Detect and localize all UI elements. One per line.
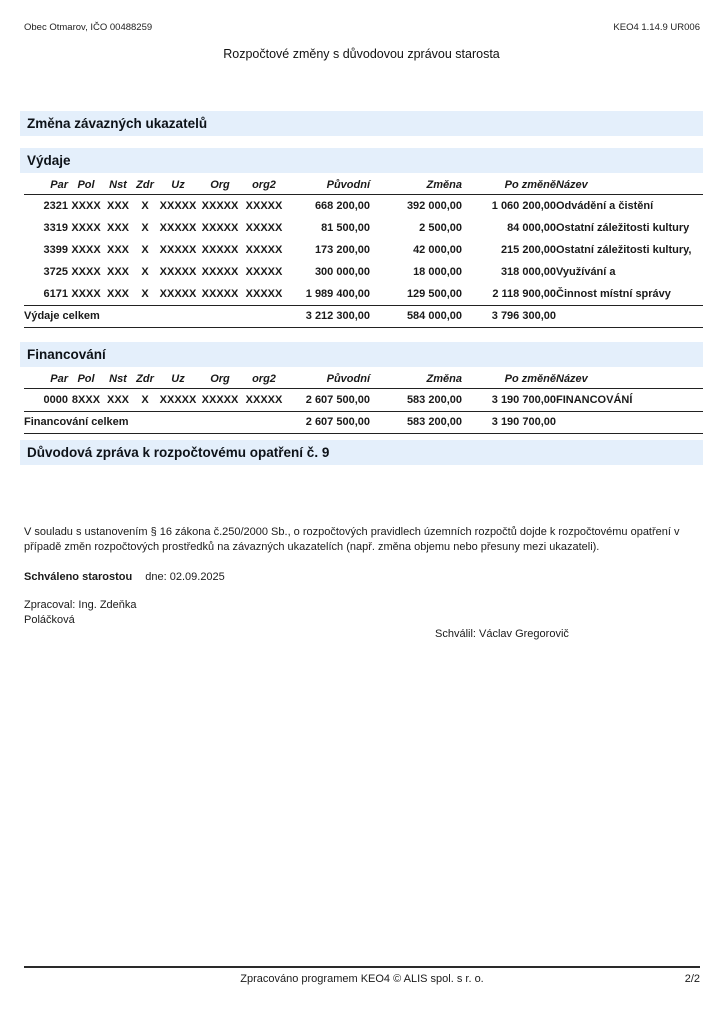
- vydaje-table-header: [24, 176, 703, 195]
- financovani-table-body: [24, 389, 703, 412]
- cell-po_zmene: 215 200,00: [500, 244, 556, 256]
- cell-nazev: Odvádění a čistění: [556, 200, 654, 212]
- cell-puvodni: 668 200,00: [314, 200, 370, 212]
- prepared-by-line2: Poláčková: [24, 614, 75, 626]
- column-header-nst: Nst: [104, 176, 132, 195]
- cell-puvodni: 81 500,00: [321, 222, 370, 234]
- column-header-po-zmene: Po změně: [462, 370, 556, 389]
- cell-org2: XXXXX: [245, 266, 283, 278]
- cell-uz: XXXXX: [159, 222, 197, 234]
- cell-uz: XXXXX: [159, 200, 197, 212]
- prepared-by-line1: Zpracoval: Ing. Zdeňka: [24, 599, 137, 611]
- table-header-row: [24, 176, 703, 195]
- section-header-vydaje: Výdaje: [20, 148, 703, 173]
- column-header-uz: Uz: [158, 370, 198, 389]
- approved-date: dne: 02.09.2025: [145, 571, 225, 583]
- cell-par: 3725: [43, 266, 68, 278]
- cell-pol: XXXX: [71, 222, 101, 234]
- cell-zmena: 392 000,00: [406, 200, 462, 212]
- header-org-id: Obec Otmarov, IČO 00488259: [24, 22, 153, 33]
- approval-line: [24, 571, 699, 583]
- vydaje-table-footer: [24, 306, 703, 328]
- cell-nazev: Činnost místní správy: [556, 283, 703, 306]
- approved-by-label: Schváleno starostou: [24, 571, 133, 583]
- total-zmena: 583 200,00: [370, 412, 462, 434]
- column-header-zmena: Změna: [370, 370, 462, 389]
- cell-zmena: 2 500,00: [419, 222, 462, 234]
- total-nazev-empty: [556, 412, 703, 434]
- cell-pol: XXXX: [68, 283, 104, 306]
- cell-zmena: 42 000,00: [413, 244, 462, 256]
- document-footer: [24, 966, 700, 985]
- vydaje-total-row: [24, 306, 703, 328]
- cell-org: XXXXX: [198, 283, 242, 306]
- cell-puvodni: 173 200,00: [314, 244, 370, 256]
- approver-line: Schválil: Václav Gregorovič: [435, 628, 569, 640]
- total-po-zmene: 3 190 700,00: [462, 412, 556, 434]
- cell-nst: XXX: [104, 283, 132, 306]
- prepared-by-block: [24, 598, 699, 628]
- column-header-org2: org2: [242, 370, 286, 389]
- cell-zmena: 129 500,00: [370, 283, 462, 306]
- footer-page-number: 2/2: [684, 973, 700, 985]
- cell-po_zmene: 3 190 700,00: [462, 389, 556, 412]
- table-row: [24, 389, 703, 412]
- table-row: [24, 217, 703, 239]
- explanatory-paragraph: V souladu s ustanovením § 16 zákona č.250/2000 Sb., o rozpočtových pravidlech územních rozpočtů dojde k rozpočtovému opatření v případě změn rozpočtových prostředků na závazných ukazatelích (např. změna objemu nebo přesuny mezi ukazateli).: [24, 526, 680, 553]
- cell-zdr: X: [141, 266, 149, 278]
- cell-nst: XXX: [106, 244, 129, 256]
- column-header-zdr: Zdr: [132, 370, 158, 389]
- total-nazev-empty: [556, 306, 703, 328]
- cell-nst: XXX: [106, 200, 129, 212]
- cell-uz: XXXXX: [158, 283, 198, 306]
- footer-program-credit: Zpracováno programem KEO4 © ALIS spol. s r. o.: [240, 973, 484, 985]
- table-row: [24, 283, 703, 306]
- table-row: [24, 195, 703, 218]
- cell-org: XXXXX: [201, 222, 239, 234]
- cell-org2: XXXXX: [245, 244, 283, 256]
- cell-nazev: Ostatní záležitosti kultury: [556, 222, 690, 234]
- financovani-table-footer: [24, 412, 703, 434]
- column-header-zmena: Změna: [370, 176, 462, 195]
- table-row: [24, 239, 703, 261]
- cell-zdr: X: [132, 389, 158, 412]
- document-header: [0, 0, 723, 33]
- cell-par: 6171: [24, 283, 68, 306]
- cell-po_zmene: 1 060 200,00: [491, 200, 556, 212]
- cell-nazev: Ostatní záležitosti kultury,: [556, 244, 692, 256]
- cell-org: XXXXX: [201, 266, 239, 278]
- column-header-uz: Uz: [158, 176, 198, 195]
- column-header-po-zmene: Po změně: [462, 176, 556, 195]
- cell-org: XXXXX: [201, 200, 239, 212]
- cell-po_zmene: 84 000,00: [507, 222, 556, 234]
- total-puvodni: 2 607 500,00: [286, 412, 370, 434]
- cell-puvodni: 300 000,00: [314, 266, 370, 278]
- cell-uz: XXXXX: [158, 389, 198, 412]
- cell-nst: XXX: [104, 389, 132, 412]
- table-header-row: [24, 370, 703, 389]
- cell-pol: XXXX: [71, 266, 101, 278]
- header-app-version: KEO4 1.14.9 UR006: [613, 22, 700, 33]
- cell-po_zmene: 318 000,00: [500, 266, 556, 278]
- column-header-par: Par: [24, 370, 68, 389]
- cell-org2: XXXXX: [245, 200, 283, 212]
- cell-org2: XXXXX: [242, 389, 286, 412]
- financovani-table-header: [24, 370, 703, 389]
- cell-par: 0000: [24, 389, 68, 412]
- total-zmena: 584 000,00: [370, 306, 462, 328]
- cell-zdr: X: [132, 283, 158, 306]
- total-po-zmene: 3 796 300,00: [462, 306, 556, 328]
- cell-par: 3319: [43, 222, 68, 234]
- vydaje-table: [24, 176, 703, 328]
- column-header-nst: Nst: [104, 370, 132, 389]
- cell-par: 3399: [43, 244, 68, 256]
- total-puvodni: 3 212 300,00: [286, 306, 370, 328]
- cell-uz: XXXXX: [159, 244, 197, 256]
- cell-nst: XXX: [106, 222, 129, 234]
- column-header-puvodni: Původní: [286, 370, 370, 389]
- cell-pol: 8XXX: [68, 389, 104, 412]
- column-header-puvodni: Původní: [286, 176, 370, 195]
- cell-puvodni: 1 989 400,00: [286, 283, 370, 306]
- cell-uz: XXXXX: [159, 266, 197, 278]
- cell-po_zmene: 2 118 900,00: [462, 283, 556, 306]
- column-header-org2: org2: [242, 176, 286, 195]
- column-header-pol: Pol: [68, 176, 104, 195]
- document-title: Rozpočtové změny s důvodovou zprávou starosta: [223, 47, 500, 61]
- cell-zmena: 18 000,00: [413, 266, 462, 278]
- total-label: Financování celkem: [24, 412, 286, 434]
- vydaje-table-body: [24, 195, 703, 306]
- column-header-par: Par: [24, 176, 68, 195]
- cell-nst: XXX: [106, 266, 129, 278]
- financovani-total-row: [24, 412, 703, 434]
- cell-org: XXXXX: [198, 389, 242, 412]
- section-header-zmena-ukazatelu: Změna závazných ukazatelů: [20, 111, 703, 136]
- column-header-nazev: Název: [556, 176, 703, 195]
- cell-nazev: FINANCOVÁNÍ: [556, 389, 703, 412]
- column-header-org: Org: [198, 176, 242, 195]
- cell-zdr: X: [141, 200, 149, 212]
- financovani-table: [24, 370, 703, 434]
- cell-org2: XXXXX: [242, 283, 286, 306]
- total-label: Výdaje celkem: [24, 306, 286, 328]
- cell-zdr: X: [141, 222, 149, 234]
- cell-nazev: Využívání a: [556, 266, 616, 278]
- cell-pol: XXXX: [71, 244, 101, 256]
- section-header-duvodova-zprava: Důvodová zpráva k rozpočtovému opatření č. 9: [20, 440, 703, 465]
- column-header-org: Org: [198, 370, 242, 389]
- cell-puvodni: 2 607 500,00: [286, 389, 370, 412]
- cell-par: 2321: [43, 200, 68, 212]
- cell-org: XXXXX: [201, 244, 239, 256]
- column-header-zdr: Zdr: [132, 176, 158, 195]
- column-header-pol: Pol: [68, 370, 104, 389]
- section-header-financovani: Financování: [20, 342, 703, 367]
- cell-zmena: 583 200,00: [370, 389, 462, 412]
- cell-pol: XXXX: [71, 200, 101, 212]
- cell-zdr: X: [141, 244, 149, 256]
- table-row: [24, 261, 703, 283]
- cell-org2: XXXXX: [245, 222, 283, 234]
- column-header-nazev: Název: [556, 370, 703, 389]
